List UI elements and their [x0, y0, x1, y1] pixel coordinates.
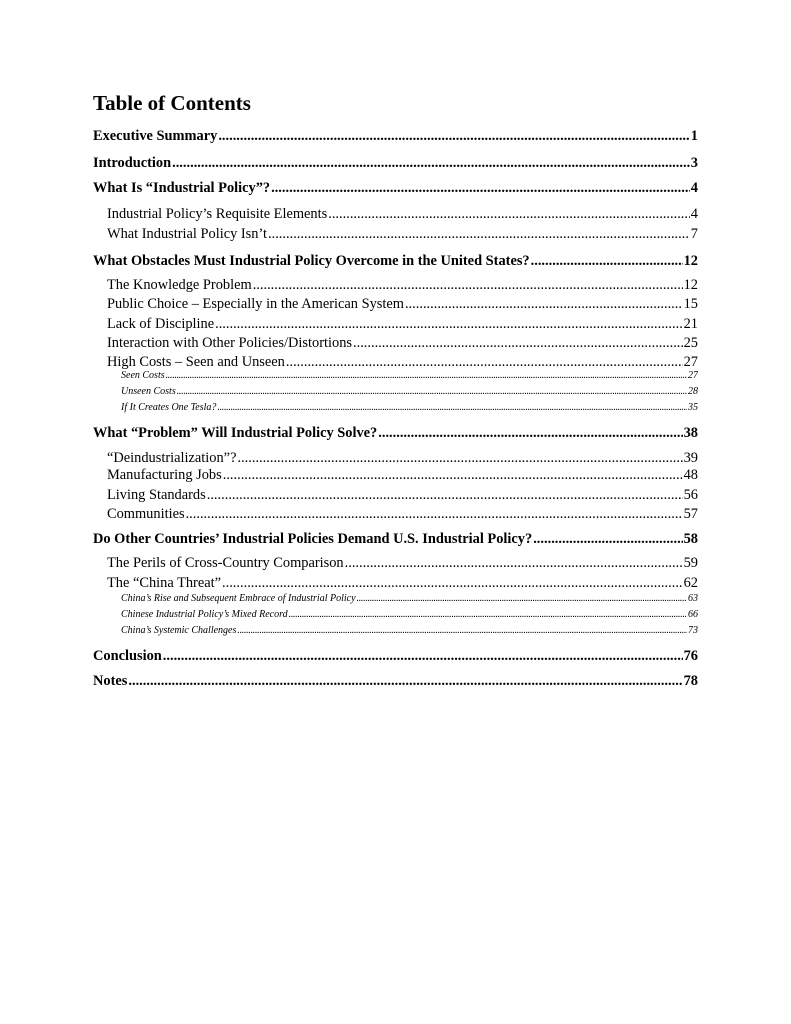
dot-leader: [218, 126, 689, 146]
dot-leader: [378, 423, 682, 443]
toc-entry-page-number: 73: [688, 625, 698, 636]
toc-entry-label: Seen Costs: [121, 370, 165, 381]
toc-entry-page-number: 66: [688, 609, 698, 620]
dot-leader: [289, 608, 687, 622]
toc-entry-page-number: 1: [690, 128, 698, 144]
toc-entry-page-number: 4: [690, 180, 698, 196]
dot-leader: [271, 178, 690, 198]
toc-title: Table of Contents: [93, 91, 251, 115]
toc-entry-page-number: 7: [690, 226, 698, 242]
toc-entry-page-number: 12: [683, 253, 698, 269]
toc-entry-label: The Knowledge Problem: [107, 277, 252, 293]
toc-entry-page-number: 78: [683, 673, 698, 689]
toc-entry-label: Notes: [93, 673, 128, 689]
toc-entry-label: What Obstacles Must Industrial Policy Overcome in the United States?: [93, 253, 530, 269]
toc-entry-label: Unseen Costs: [121, 386, 176, 397]
toc-entry-page-number: 27: [683, 354, 698, 370]
toc-entry-label: The Perils of Cross-Country Comparison: [107, 555, 344, 571]
toc-entry[interactable]: [121, 624, 698, 638]
toc-entry[interactable]: [93, 646, 698, 666]
toc-entry-page-number: 48: [683, 467, 698, 483]
toc-entry-label: Industrial Policy’s Requisite Elements: [107, 206, 328, 222]
toc-entry[interactable]: [93, 251, 698, 271]
dot-leader: [177, 385, 687, 399]
toc-entry-label: China’s Systemic Challenges: [121, 625, 237, 636]
dot-leader: [237, 624, 687, 638]
toc-entry[interactable]: [107, 485, 698, 505]
dot-leader: [172, 153, 690, 173]
dot-leader: [222, 573, 683, 593]
dot-leader: [128, 671, 682, 691]
dot-leader: [215, 314, 683, 334]
toc-entry[interactable]: [93, 126, 698, 146]
toc-entry-page-number: 38: [683, 425, 698, 441]
dot-leader: [217, 401, 687, 415]
dot-leader: [405, 294, 683, 314]
toc-entry-page-number: 3: [690, 155, 698, 171]
dot-leader: [353, 333, 683, 353]
dot-leader: [186, 504, 683, 524]
toc-entry[interactable]: [107, 465, 698, 485]
toc-entry-label: Public Choice – Especially in the American System: [107, 296, 404, 312]
toc-entry-page-number: 12: [683, 277, 698, 293]
toc-entry-page-number: 15: [683, 296, 698, 312]
toc-entry[interactable]: [121, 385, 698, 399]
toc-entry-page-number: 25: [683, 335, 698, 351]
dot-leader: [328, 204, 690, 224]
toc-entry-label: Conclusion: [93, 648, 162, 664]
dot-leader: [531, 251, 683, 271]
toc-entry-page-number: 56: [683, 487, 698, 503]
toc-entry[interactable]: [107, 294, 698, 314]
dot-leader: [207, 485, 683, 505]
dot-leader: [166, 369, 687, 383]
dot-leader: [268, 224, 690, 244]
toc-entry-label: “Deindustrialization”?: [107, 450, 237, 466]
toc-entry-label: Living Standards: [107, 487, 206, 503]
toc-entry-page-number: 57: [683, 506, 698, 522]
dot-leader: [533, 529, 682, 549]
toc-entry-page-number: 28: [688, 386, 698, 397]
toc-entry-label: The “China Threat”: [107, 575, 222, 591]
dot-leader: [253, 275, 683, 295]
toc-entry[interactable]: [121, 401, 698, 415]
toc-entry[interactable]: [107, 314, 698, 334]
toc-entry[interactable]: [107, 224, 698, 244]
toc-entry[interactable]: [121, 592, 698, 606]
toc-entry-label: Executive Summary: [93, 128, 218, 144]
toc-entry-page-number: 35: [688, 402, 698, 413]
toc-entry-label: Lack of Discipline: [107, 316, 215, 332]
toc-entry-label: What “Problem” Will Industrial Policy Solve?: [93, 425, 378, 441]
toc-entry[interactable]: [93, 529, 698, 549]
toc-entry-page-number: 21: [683, 316, 698, 332]
toc-entry-label: What Industrial Policy Isn’t: [107, 226, 268, 242]
toc-entry[interactable]: [121, 369, 698, 383]
toc-entry[interactable]: [107, 553, 698, 573]
toc-entry-label: What Is “Industrial Policy”?: [93, 180, 271, 196]
toc-entry[interactable]: [93, 153, 698, 173]
toc-entry-label: Communities: [107, 506, 185, 522]
dot-leader: [163, 646, 683, 666]
toc-entry[interactable]: [121, 608, 698, 622]
toc-entry[interactable]: [107, 275, 698, 295]
toc-entry[interactable]: [93, 423, 698, 443]
toc-entry-page-number: 63: [688, 593, 698, 604]
toc-entry-page-number: 62: [683, 575, 698, 591]
toc-entry[interactable]: [107, 573, 698, 593]
toc-entry[interactable]: [107, 204, 698, 224]
toc-entry-label: Manufacturing Jobs: [107, 467, 222, 483]
toc-entry-page-number: 59: [683, 555, 698, 571]
toc-entry-label: High Costs – Seen and Unseen: [107, 354, 285, 370]
toc-entry-page-number: 39: [683, 450, 698, 466]
toc-entry-page-number: 27: [688, 370, 698, 381]
toc-entry-page-number: 4: [690, 206, 698, 222]
toc-entry-page-number: 58: [683, 531, 698, 547]
toc-entry-label: Interaction with Other Policies/Distortions: [107, 335, 352, 351]
dot-leader: [223, 465, 683, 485]
toc-entry[interactable]: [107, 333, 698, 353]
toc-entry-page-number: 76: [683, 648, 698, 664]
toc-entry-label: China’s Rise and Subsequent Embrace of Industrial Policy: [121, 593, 356, 604]
toc-entry-label: Chinese Industrial Policy’s Mixed Record: [121, 609, 288, 620]
toc-entry-label: If It Creates One Tesla?: [121, 402, 217, 413]
toc-entry-label: Introduction: [93, 155, 172, 171]
dot-leader: [345, 553, 683, 573]
dot-leader: [357, 592, 687, 606]
toc-entry-label: Do Other Countries’ Industrial Policies Demand U.S. Industrial Policy?: [93, 531, 533, 547]
toc-entry[interactable]: [93, 671, 698, 691]
toc-entry[interactable]: [107, 504, 698, 524]
toc-entry[interactable]: [93, 178, 698, 198]
